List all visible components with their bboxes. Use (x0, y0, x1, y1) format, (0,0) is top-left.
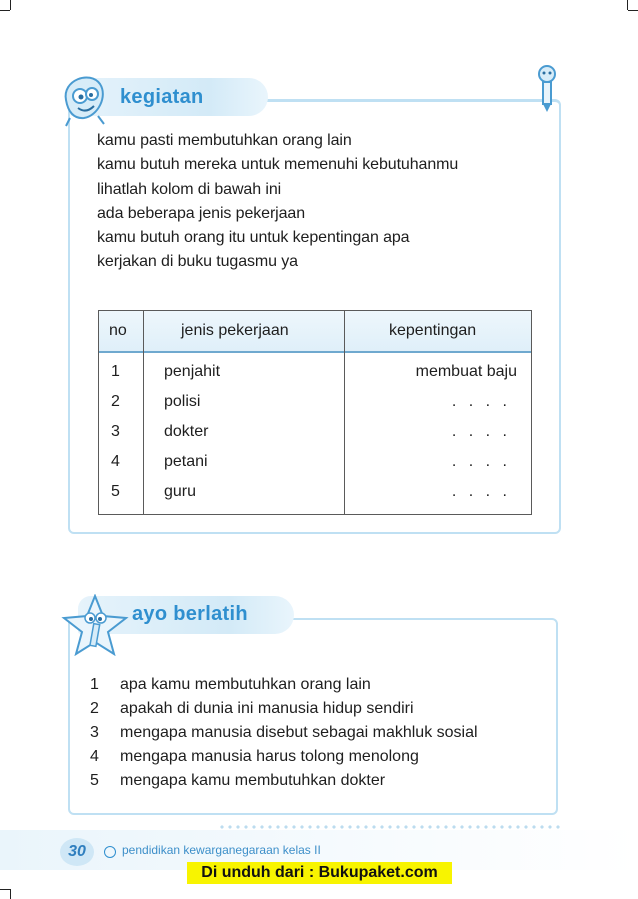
header-no: no (109, 322, 127, 339)
row-job: guru (164, 483, 197, 500)
jobs-table (98, 310, 532, 515)
question-number: 1 (90, 676, 99, 693)
table-row (99, 423, 531, 453)
row-purpose: membuat baju (415, 363, 517, 380)
row-purpose: . . . . (451, 423, 511, 440)
question-number: 4 (90, 748, 99, 765)
row-no: 5 (111, 483, 120, 500)
pencil-icon (532, 64, 562, 114)
question-item (90, 676, 371, 694)
row-no: 4 (111, 453, 120, 470)
question-item (90, 724, 478, 742)
crop-mark (10, 889, 11, 899)
row-purpose: . . . . (451, 453, 511, 470)
row-job: penjahit (164, 363, 221, 380)
question-text: mengapa manusia disebut sebagai makhluk sosial (120, 724, 478, 741)
row-job: polisi (164, 393, 201, 410)
instruction-line: kamu butuh mereka untuk memenuhi kebutuhanmu (97, 156, 459, 174)
row-no: 2 (111, 393, 120, 410)
crop-mark (628, 10, 638, 11)
instruction-line: kerjakan di buku tugasmu ya (97, 253, 298, 271)
question-text: mengapa kamu membutuhkan dokter (120, 772, 386, 789)
crop-mark (10, 0, 11, 10)
mascot-icon (60, 70, 112, 128)
row-no: 1 (111, 363, 120, 380)
instruction-line: kamu butuh orang itu untuk kepentingan apa (97, 229, 410, 247)
crop-mark (627, 0, 628, 10)
footer-dot-divider (218, 825, 563, 829)
row-purpose: . . . . (451, 393, 511, 410)
row-job: petani (164, 453, 208, 470)
table-row (99, 363, 531, 393)
row-job: dokter (164, 423, 209, 440)
ring-icon (104, 846, 116, 858)
page-number: 30 (60, 838, 94, 866)
kegiatan-title: kegiatan (120, 86, 204, 108)
download-source-banner: Di unduh dari : Bukupaket.com (187, 862, 452, 884)
question-text: apakah di dunia ini manusia hidup sendiri (120, 700, 414, 717)
instruction-line: ada beberapa jenis pekerjaan (97, 204, 306, 222)
question-text: mengapa manusia harus tolong menolong (120, 748, 419, 765)
row-no: 3 (111, 423, 120, 440)
book-title: pendidikan kewarganegaraan kelas II (122, 843, 321, 857)
table-row (99, 393, 531, 423)
question-number: 2 (90, 700, 99, 717)
instruction-line: lihatlah kolom di bawah ini (97, 180, 282, 198)
instruction-line: kamu pasti membutuhkan orang lain (97, 132, 352, 149)
question-item (90, 748, 419, 766)
crop-mark (0, 889, 10, 890)
question-item (90, 772, 385, 790)
table-row (99, 483, 531, 513)
header-purpose: kepentingan (389, 322, 477, 339)
table-row (99, 453, 531, 483)
question-text: apa kamu membutuhkan orang lain (120, 676, 371, 693)
row-purpose: . . . . (451, 483, 511, 500)
crop-mark (0, 10, 10, 11)
question-number: 3 (90, 724, 99, 741)
question-number: 5 (90, 772, 99, 789)
header-job: jenis pekerjaan (181, 322, 289, 339)
star-mascot-icon (60, 594, 130, 656)
question-item (90, 700, 414, 718)
kegiatan-instructions (97, 129, 547, 275)
ayo-berlatih-title: ayo berlatih (132, 603, 248, 625)
